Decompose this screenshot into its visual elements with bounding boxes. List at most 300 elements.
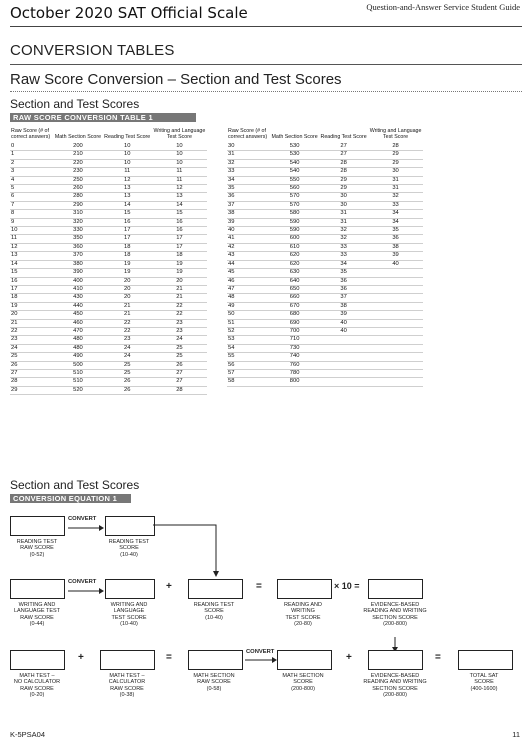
table-row: [227, 193, 423, 201]
raw-score-cell: 57: [227, 369, 270, 377]
math-score-cell: 520: [53, 386, 102, 394]
reading-score-cell: 36: [319, 285, 368, 293]
math-score-cell: 200: [53, 143, 102, 151]
raw-score-cell: 41: [227, 235, 270, 243]
reading-score-cell: 32: [319, 235, 368, 243]
table-row: [10, 243, 207, 251]
writing-score-cell: [368, 294, 423, 302]
math-score-cell: 380: [53, 260, 102, 268]
plus-sign: +: [78, 652, 84, 663]
table-header-row: [10, 128, 207, 143]
math-score-cell: 590: [270, 218, 319, 226]
table-row: [10, 336, 207, 344]
raw-score-cell: 35: [227, 185, 270, 193]
guide-title: Question-and-Answer Service Student Guide: [366, 2, 520, 12]
writing-score-cell: 31: [368, 176, 423, 184]
math-nocalc-raw-box: [10, 650, 65, 670]
writing-score-cell: [368, 378, 423, 386]
reading-score-cell: 40: [319, 327, 368, 335]
raw-score-cell: 54: [227, 344, 270, 352]
reading-score-cell: 25: [103, 369, 152, 377]
math-score-cell: 780: [270, 369, 319, 377]
reading-score-cell: 39: [319, 311, 368, 319]
raw-score-cell: 51: [227, 319, 270, 327]
reading-score-cell: 20: [103, 294, 152, 302]
reading-score-header: Reading Test Score: [320, 134, 367, 140]
reading-score-cell: 25: [103, 361, 152, 369]
math-score-cell: 570: [270, 193, 319, 201]
math-score-cell: 480: [53, 336, 102, 344]
ebrw-section-box-2: [368, 650, 423, 670]
raw-score-cell: 52: [227, 327, 270, 335]
reading-score-cell: [319, 369, 368, 377]
math-score-cell: 570: [270, 201, 319, 209]
writing-score-cell: 30: [368, 168, 423, 176]
math-score-cell: 630: [270, 269, 319, 277]
table-row: [10, 294, 207, 302]
table-row: [10, 227, 207, 235]
raw-score-cell: 34: [227, 176, 270, 184]
label-ebrw-section: EVIDENCE-BASED READING AND WRITING SECTION SCORE (200-800): [363, 602, 427, 628]
total-score-box: [458, 650, 513, 670]
raw-score-cell: 47: [227, 285, 270, 293]
label-reading-raw: READING TEST RAW SCORE (0-52): [16, 539, 58, 558]
table-row: [227, 243, 423, 251]
raw-score-cell: 11: [10, 235, 53, 243]
raw-score-cell: 14: [10, 260, 53, 268]
convert-label: CONVERT: [68, 579, 97, 585]
table-row: [10, 185, 207, 193]
raw-score-cell: 29: [10, 386, 53, 394]
reading-score-cell: 30: [319, 201, 368, 209]
math-score-cell: 470: [53, 327, 102, 335]
convert-label: CONVERT: [68, 516, 97, 522]
math-section-box: [277, 650, 332, 670]
writing-score-cell: 33: [368, 201, 423, 209]
writing-score-cell: 35: [368, 227, 423, 235]
raw-score-cell: 53: [227, 336, 270, 344]
table-row: [227, 159, 423, 167]
table-row: [227, 361, 423, 369]
reading-score-cell: 17: [103, 235, 152, 243]
writing-score-cell: 17: [152, 243, 207, 251]
reading-score-cell: 15: [103, 210, 152, 218]
table-row: [10, 201, 207, 209]
table-row: [227, 201, 423, 209]
reading-score-cell: 33: [319, 243, 368, 251]
reading-score-cell: 19: [103, 260, 152, 268]
table-row: [10, 302, 207, 310]
table-band: RAW SCORE CONVERSION TABLE 1: [10, 113, 196, 122]
writing-score-header: Writing and Language Test Score: [153, 128, 206, 140]
raw-score-cell: 10: [10, 227, 53, 235]
math-score-cell: 760: [270, 361, 319, 369]
table-row: [227, 176, 423, 184]
reading-score-cell: [319, 361, 368, 369]
score-table-left: [10, 128, 207, 395]
raw-score-cell: 26: [10, 361, 53, 369]
section-heading-table: Section and Test Scores: [10, 97, 140, 111]
arrow-right-icon: [244, 656, 278, 664]
math-score-cell: 310: [53, 210, 102, 218]
footer-code: K-5PSA04: [10, 730, 46, 739]
reading-score-cell: [319, 344, 368, 352]
raw-score-cell: 36: [227, 193, 270, 201]
math-score-cell: 510: [53, 378, 102, 386]
math-score-header: Math Section Score: [271, 134, 318, 140]
table-row: [227, 285, 423, 293]
writing-score-cell: 19: [152, 260, 207, 268]
table-row: [10, 353, 207, 361]
table-row: [227, 336, 423, 344]
math-score-cell: 550: [270, 176, 319, 184]
section-heading-equation: Section and Test Scores: [10, 478, 140, 492]
table-row: [227, 151, 423, 159]
equation-band: CONVERSION EQUATION 1: [10, 494, 131, 503]
table-row: [10, 193, 207, 201]
raw-score-cell: 0: [10, 143, 53, 151]
math-score-cell: 510: [53, 369, 102, 377]
writing-score-cell: 10: [152, 151, 207, 159]
table-row: [227, 353, 423, 361]
reading-score-cell: 38: [319, 302, 368, 310]
writing-score-cell: 23: [152, 327, 207, 335]
table-row: [10, 378, 207, 386]
writing-raw-box: [10, 579, 65, 599]
reading-score-cell: 19: [103, 269, 152, 277]
math-score-cell: 440: [53, 302, 102, 310]
writing-score-cell: [368, 311, 423, 319]
math-score-cell: 710: [270, 336, 319, 344]
writing-score-cell: 28: [368, 143, 423, 151]
reading-score-cell: 26: [103, 378, 152, 386]
reading-score-cell: [319, 378, 368, 386]
table-row: [10, 369, 207, 377]
raw-score-cell: 23: [10, 336, 53, 344]
table-row: [10, 235, 207, 243]
reading-score-cell: [319, 336, 368, 344]
equals-sign: =: [435, 652, 441, 663]
math-score-cell: 610: [270, 243, 319, 251]
math-score-cell: 650: [270, 285, 319, 293]
conversion-tables-heading: CONVERSION TABLES: [10, 42, 175, 59]
times-ten-sign: × 10 =: [334, 581, 360, 591]
math-score-cell: 560: [270, 185, 319, 193]
table-row: [10, 210, 207, 218]
raw-score-cell: 6: [10, 193, 53, 201]
raw-score-cell: 24: [10, 344, 53, 352]
math-score-cell: 480: [53, 344, 102, 352]
table-row: [10, 176, 207, 184]
math-score-cell: 500: [53, 361, 102, 369]
raw-score-cell: 49: [227, 302, 270, 310]
math-score-cell: 320: [53, 218, 102, 226]
math-score-cell: 430: [53, 294, 102, 302]
convert-label: CONVERT: [246, 649, 275, 655]
raw-score-header: Raw Score (# of correct answers): [11, 128, 51, 140]
writing-score-cell: 11: [152, 176, 207, 184]
table-row: [10, 319, 207, 327]
raw-score-cell: 1: [10, 151, 53, 159]
raw-score-cell: 27: [10, 369, 53, 377]
table-row: [227, 210, 423, 218]
writing-score-cell: 27: [152, 378, 207, 386]
label-total-score: TOTAL SAT SCORE (400-1600): [469, 673, 499, 692]
writing-score-cell: 23: [152, 319, 207, 327]
label-reading-score-top: READING TEST SCORE (10-40): [108, 539, 150, 558]
raw-score-cell: 13: [10, 252, 53, 260]
writing-score-cell: 39: [368, 252, 423, 260]
equals-sign: =: [256, 581, 262, 592]
writing-score-cell: [368, 369, 423, 377]
writing-score-cell: 22: [152, 311, 207, 319]
table-row: [227, 235, 423, 243]
reading-score-cell: 17: [103, 227, 152, 235]
writing-score-cell: 20: [152, 277, 207, 285]
table-row: [227, 319, 423, 327]
reading-score-cell: 29: [319, 185, 368, 193]
math-score-cell: 620: [270, 252, 319, 260]
reading-score-box-top: [105, 516, 155, 536]
raw-score-cell: 22: [10, 327, 53, 335]
reading-score-header: Reading Test Score: [104, 134, 151, 140]
subtitle-divider: [10, 91, 522, 92]
reading-score-cell: 31: [319, 210, 368, 218]
table-header-row: [227, 128, 423, 143]
raw-score-cell: 37: [227, 201, 270, 209]
writing-score-cell: 16: [152, 227, 207, 235]
math-score-cell: 210: [53, 151, 102, 159]
writing-score-cell: [368, 319, 423, 327]
raw-score-cell: 12: [10, 243, 53, 251]
writing-score-cell: 28: [152, 386, 207, 394]
table-row: [227, 260, 423, 268]
label-math-nocalc: MATH TEST – NO CALCULATOR RAW SCORE (0-20): [13, 673, 61, 699]
table-row: [10, 260, 207, 268]
writing-score-cell: 29: [368, 159, 423, 167]
writing-score-cell: 24: [152, 336, 207, 344]
raw-score-cell: 21: [10, 319, 53, 327]
raw-score-cell: 48: [227, 294, 270, 302]
reading-score-cell: 11: [103, 168, 152, 176]
table-row: [227, 185, 423, 193]
raw-score-cell: 25: [10, 353, 53, 361]
raw-score-cell: 15: [10, 269, 53, 277]
reading-raw-box: [10, 516, 65, 536]
writing-score-cell: 16: [152, 218, 207, 226]
raw-score-header: Raw Score (# of correct answers): [228, 128, 268, 140]
reading-score-cell: 37: [319, 294, 368, 302]
reading-score-cell: 29: [319, 176, 368, 184]
reading-score-cell: 26: [103, 386, 152, 394]
header-divider: [10, 26, 522, 27]
table-row: [10, 159, 207, 167]
raw-score-cell: 46: [227, 277, 270, 285]
math-score-cell: 800: [270, 378, 319, 386]
raw-score-cell: 28: [10, 378, 53, 386]
label-rw-test-score: READING AND WRITING TEST SCORE (20-80): [284, 602, 322, 628]
writing-score-cell: 29: [368, 151, 423, 159]
reading-score-cell: 12: [103, 176, 152, 184]
reading-score-cell: 33: [319, 252, 368, 260]
reading-score-cell: 21: [103, 311, 152, 319]
table-row: [10, 361, 207, 369]
writing-score-cell: 19: [152, 269, 207, 277]
writing-score-cell: 40: [368, 260, 423, 268]
math-score-cell: 530: [270, 143, 319, 151]
raw-score-cell: 16: [10, 277, 53, 285]
math-score-cell: 640: [270, 277, 319, 285]
writing-score-cell: 38: [368, 243, 423, 251]
table-row: [227, 369, 423, 377]
reading-score-cell: 24: [103, 344, 152, 352]
writing-score-cell: [368, 353, 423, 361]
table-row: [10, 277, 207, 285]
table-row: [10, 151, 207, 159]
raw-score-cell: 8: [10, 210, 53, 218]
writing-score-cell: 34: [368, 218, 423, 226]
arrow-right-icon: [67, 524, 105, 532]
math-score-cell: 260: [53, 185, 102, 193]
writing-score-cell: 13: [152, 193, 207, 201]
writing-score-box: [105, 579, 155, 599]
table-row: [227, 344, 423, 352]
equals-sign: =: [166, 652, 172, 663]
math-score-cell: 740: [270, 353, 319, 361]
reading-score-cell: 34: [319, 260, 368, 268]
writing-score-cell: 14: [152, 201, 207, 209]
label-math-section: MATH SECTION SCORE (200-800): [282, 673, 324, 692]
reading-score-cell: 18: [103, 252, 152, 260]
writing-score-cell: 31: [368, 185, 423, 193]
writing-score-cell: [368, 285, 423, 293]
writing-score-cell: 11: [152, 168, 207, 176]
table-row: [227, 269, 423, 277]
math-score-cell: 290: [53, 201, 102, 209]
page-subtitle: Raw Score Conversion – Section and Test Scores: [10, 71, 342, 88]
reading-score-cell: 27: [319, 143, 368, 151]
table-row: [227, 277, 423, 285]
table-body-left: [10, 143, 207, 395]
raw-score-cell: 44: [227, 260, 270, 268]
raw-score-cell: 42: [227, 243, 270, 251]
math-score-cell: 360: [53, 243, 102, 251]
table-row: [10, 168, 207, 176]
raw-score-cell: 55: [227, 353, 270, 361]
raw-score-cell: 17: [10, 285, 53, 293]
reading-score-cell: 24: [103, 353, 152, 361]
reading-score-cell: 31: [319, 218, 368, 226]
writing-score-cell: [368, 361, 423, 369]
math-score-cell: 660: [270, 294, 319, 302]
writing-score-cell: 10: [152, 159, 207, 167]
math-score-cell: 460: [53, 319, 102, 327]
table-row: [227, 378, 423, 386]
raw-score-cell: 20: [10, 311, 53, 319]
reading-score-cell: 28: [319, 159, 368, 167]
writing-score-cell: [368, 269, 423, 277]
table-row: [10, 327, 207, 335]
document-title: October 2020 SAT Official Scale: [10, 4, 248, 22]
math-score-cell: 540: [270, 168, 319, 176]
math-score-cell: 280: [53, 193, 102, 201]
math-score-cell: 220: [53, 159, 102, 167]
reading-score-box: [188, 579, 243, 599]
table-row: [10, 218, 207, 226]
table-row: [10, 285, 207, 293]
reading-score-cell: 13: [103, 185, 152, 193]
reading-score-cell: 20: [103, 285, 152, 293]
reading-score-cell: 22: [103, 319, 152, 327]
reading-score-cell: 35: [319, 269, 368, 277]
writing-score-cell: [368, 327, 423, 335]
raw-score-cell: 45: [227, 269, 270, 277]
math-score-cell: 450: [53, 311, 102, 319]
math-score-cell: 230: [53, 168, 102, 176]
math-score-cell: 400: [53, 277, 102, 285]
math-score-cell: 490: [53, 353, 102, 361]
reading-score-cell: 20: [103, 277, 152, 285]
raw-score-cell: 33: [227, 168, 270, 176]
raw-score-cell: 19: [10, 302, 53, 310]
reading-score-cell: 21: [103, 302, 152, 310]
reading-score-cell: 13: [103, 193, 152, 201]
math-score-cell: 540: [270, 159, 319, 167]
raw-score-cell: 40: [227, 227, 270, 235]
math-score-cell: 620: [270, 260, 319, 268]
reading-score-cell: 32: [319, 227, 368, 235]
reading-score-cell: 23: [103, 336, 152, 344]
table-row: [10, 269, 207, 277]
math-score-cell: 600: [270, 235, 319, 243]
math-score-cell: 730: [270, 344, 319, 352]
raw-score-cell: 58: [227, 378, 270, 386]
raw-score-cell: 9: [10, 218, 53, 226]
table-row: [10, 386, 207, 394]
writing-score-cell: 22: [152, 302, 207, 310]
raw-score-cell: 4: [10, 176, 53, 184]
table-row: [227, 294, 423, 302]
heading-divider: [10, 64, 522, 65]
table-row: [10, 311, 207, 319]
reading-score-cell: 30: [319, 193, 368, 201]
math-score-header: Math Section Score: [54, 134, 102, 140]
reading-score-cell: 18: [103, 243, 152, 251]
math-score-cell: 580: [270, 210, 319, 218]
math-raw-box: [188, 650, 243, 670]
math-score-cell: 350: [53, 235, 102, 243]
table-row: [227, 311, 423, 319]
raw-score-cell: 56: [227, 361, 270, 369]
writing-score-cell: 21: [152, 285, 207, 293]
reading-score-cell: 16: [103, 218, 152, 226]
reading-score-cell: 28: [319, 168, 368, 176]
math-score-cell: 670: [270, 302, 319, 310]
reading-score-cell: 27: [319, 151, 368, 159]
writing-score-cell: 15: [152, 210, 207, 218]
score-table-right: [227, 128, 423, 387]
table-body-right: [227, 143, 423, 386]
raw-score-cell: 3: [10, 168, 53, 176]
math-score-cell: 250: [53, 176, 102, 184]
math-score-cell: 680: [270, 311, 319, 319]
writing-score-cell: 17: [152, 235, 207, 243]
raw-score-cell: 50: [227, 311, 270, 319]
raw-score-cell: 31: [227, 151, 270, 159]
connector-arrow-icon: [153, 521, 223, 579]
reading-score-cell: [319, 353, 368, 361]
reading-score-cell: 40: [319, 319, 368, 327]
